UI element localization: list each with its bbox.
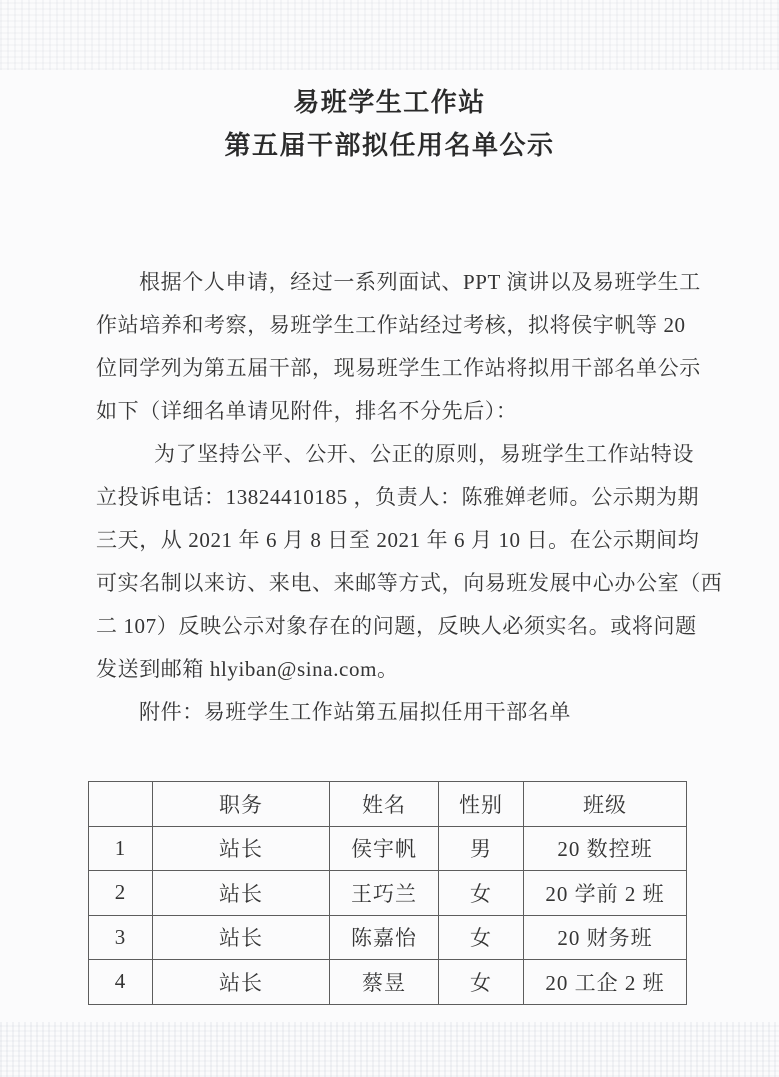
table-header-cell: 班级 [524,782,687,827]
body-line: 位同学列为第五届干部，现易班学生工作站将拟用干部名单公示 [96,356,701,380]
body-line: 发送到邮箱 hlyiban@sina.com。 [96,657,399,681]
table-cell: 女 [439,915,524,960]
table-cell: 4 [89,960,153,1005]
body-line: 根据个人申请，经过一系列面试、PPT 演讲以及易班学生工 [139,270,701,294]
table-header-cell: 性别 [439,782,524,827]
body-line: 立投诉电话：13824410185 ，负责人：陈雅婵老师。公示期为期 [96,485,700,509]
table-cell: 站长 [153,960,330,1005]
table-cell: 蔡昱 [330,960,439,1005]
table-cell: 陈嘉怡 [330,915,439,960]
table-cell: 站长 [153,871,330,916]
table-cell: 3 [89,915,153,960]
table-cell: 站长 [153,915,330,960]
table-header-cell: 姓名 [330,782,439,827]
table-header-cell: 职务 [153,782,330,827]
title-line: 第五届干部拟任用名单公示 [224,131,555,160]
table-cell: 男 [439,826,524,871]
table-cell: 20 工企 2 班 [524,960,687,1005]
title-line: 易班学生工作站 [293,88,486,117]
table-cell: 2 [89,871,153,916]
table-row [89,826,687,871]
table-cell: 侯宇帆 [330,826,439,871]
table-cell: 1 [89,826,153,871]
table-cell: 站长 [153,826,330,871]
body-line: 为了坚持公平、公开、公正的原则，易班学生工作站特设 [154,442,694,466]
body-line: 附件：易班学生工作站第五届拟任用干部名单 [139,700,571,724]
body-line: 二 107）反映公示对象存在的问题，反映人必须实名。或将问题 [96,614,697,638]
table-cell: 20 财务班 [524,915,687,960]
table-cell: 女 [439,871,524,916]
table-cell: 20 数控班 [524,826,687,871]
table-row [89,960,687,1005]
body-line: 作站培养和考察，易班学生工作站经过考核，拟将侯宇帆等 20 [96,313,686,337]
body-line: 可实名制以来访、来电、来邮等方式，向易班发展中心办公室（西 [96,571,723,595]
body-line: 如下（详细名单请见附件，排名不分先后）： [96,399,518,423]
cadre-roster-table [88,781,687,1005]
table-header-row [89,782,687,827]
document-body [96,261,723,734]
table-cell: 女 [439,960,524,1005]
table-row [89,915,687,960]
table-row [89,871,687,916]
table-cell: 王巧兰 [330,871,439,916]
table-cell: 20 学前 2 班 [524,871,687,916]
body-line: 三天，从 2021 年 6 月 8 日至 2021 年 6 月 10 日。在公示期间均 [96,528,700,552]
document-title [0,81,779,167]
table-header-cell [89,782,153,827]
